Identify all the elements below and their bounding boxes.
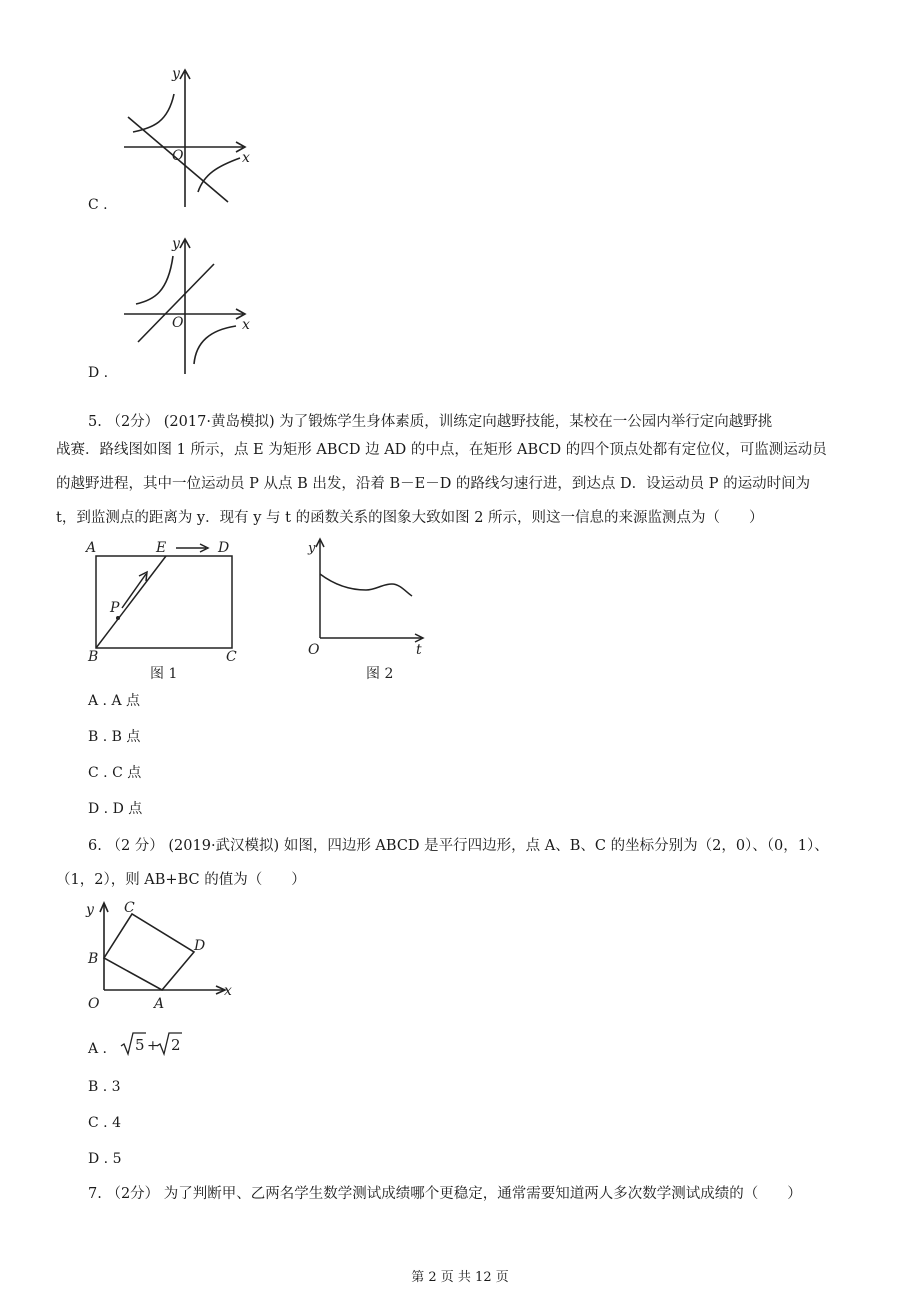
q6-option-b: B . 3 — [88, 1079, 121, 1095]
graph-d-x-label: x — [242, 317, 250, 333]
fig2-caption: 图 2 — [366, 666, 394, 682]
q5-line-2: 战赛．路线图如图 1 所示，点 E 为矩形 ABCD 边 AD 的中点，在矩形 ABCD 的四个顶点处都有定位仪，可监测运动员 — [56, 442, 827, 458]
fig1-label-a: A — [86, 540, 97, 556]
q6-fig-c: C — [124, 900, 135, 916]
graph-option-d — [118, 234, 258, 384]
q6-sqrt-radicand-1: 5 — [135, 1036, 145, 1054]
q5-option-a: A . A 点 — [88, 693, 141, 709]
q6-line-2: （1，2），则 AB+BC 的值为（ ） — [56, 872, 306, 888]
q5-option-b: B . B 点 — [88, 729, 141, 745]
fig2-label-o: O — [308, 642, 320, 658]
q6-option-d: D . 5 — [88, 1151, 122, 1167]
fig2-label-t: t — [416, 642, 422, 658]
q5-line-1: 5. （2分） (2017·黄岛模拟) 为了锻炼学生身体素质，训练定向越野技能，某校在一公园内举行定向越野挑 — [88, 414, 773, 430]
q6-fig-b: B — [88, 951, 99, 967]
q6-fig-x: x — [224, 983, 232, 999]
graph-c-origin-label: O — [172, 148, 184, 164]
q6-figure — [84, 898, 244, 1022]
fig1-label-b: B — [88, 649, 99, 665]
fig1-label-c: C — [226, 649, 237, 665]
q5-option-c: C . C 点 — [88, 765, 142, 781]
page-footer: 第 2 页 共 12 页 — [411, 1270, 509, 1285]
q6-option-c: C . 4 — [88, 1115, 121, 1131]
fig1-label-p: P — [110, 600, 120, 616]
graph-d-y-label: y — [172, 236, 180, 252]
q6-fig-y: y — [86, 902, 94, 918]
fig1-caption: 图 1 — [150, 666, 178, 682]
fig1-label-e: E — [156, 540, 167, 556]
q5-figure-2 — [300, 534, 430, 686]
q5-figure-1 — [84, 536, 254, 686]
fig2-label-y: y — [308, 541, 316, 556]
graph-c-y-label: y — [172, 66, 180, 82]
q6-sqrt-plus: + — [147, 1038, 159, 1054]
option-c-label: C . — [88, 197, 108, 213]
option-d-label: D . — [88, 365, 109, 381]
q6-sqrt-radicand-2: 2 — [171, 1036, 181, 1054]
q5-line-3: 的越野进程，其中一位运动员 P 从点 B 出发，沿着 B－E－D 的路线匀速行进，到达点 D．设运动员 P 的运动时间为 — [56, 476, 811, 492]
q5-line-4: t，到监测点的距离为 y．现有 y 与 t 的函数关系的图象大致如图 2 所示，则这一信息的来源监测点为（ ） — [56, 510, 764, 526]
q7-line-1: 7. （2分） 为了判断甲、乙两名学生数学测试成绩哪个更稳定，通常需要知道两人多次数学测试成绩的（ ） — [88, 1186, 802, 1202]
q6-fig-d: D — [194, 938, 206, 954]
graph-option-c — [118, 62, 258, 212]
q6-fig-a: A — [154, 996, 165, 1012]
q5-option-d: D . D 点 — [88, 801, 143, 817]
fig1-label-d: D — [218, 540, 230, 556]
graph-d-origin-label: O — [172, 315, 184, 331]
q6-option-a-label: A . — [88, 1041, 108, 1057]
q6-option-a-expression — [120, 1030, 186, 1062]
graph-c-x-label: x — [242, 150, 250, 166]
q6-fig-o: O — [88, 996, 100, 1012]
q6-line-1: 6. （2 分） (2019·武汉模拟) 如图，四边形 ABCD 是平行四边形，点 A、B、C 的坐标分别为（2，0）、（0，1）、 — [88, 838, 829, 854]
